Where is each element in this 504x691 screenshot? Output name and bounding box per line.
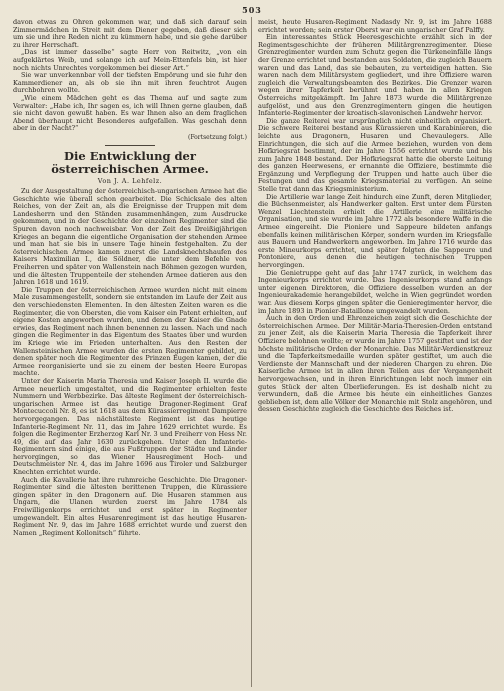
continued-label: (Fortsetzung folgt.) [188, 133, 247, 141]
article-paragraph: Die Artillerie war lange Zeit hindurch eine Zunft, deren Mitglieder, die Büchsenmeister, als Handwerker galten. Erst unter dem Fürsten Wenzel Liechtenstein erhielt die Artillerie eine militärische Organisation, und sie wurde im Jahre 1772 als besondere Waffe in die Armee eingereiht. Die Pioniere und Sappeure bildeten anfangs ebenfalls keinen militärischen Körper, sondern wurden im Kriegsfalle aus Bauern und Handwerkern angeworben. Im Jahre 1716 wurde das erste Mineurkorps errichtet, und später folgten die Sappeure und Pontoniere, aus denen die heutigen technischen Truppen hervorgingen. [258, 192, 492, 269]
article-byline: Von J. A. Lehfelz. [97, 176, 163, 185]
story-paragraph: „Das ist immer dasselbe“ sagte Herr von Reitwitz, „von ein aufgeklärtes Weib, und solange ich auf Mein-Ettenfels bin, ist hier noch nichts Unrechtes vorgekommen bei dieser Art.“ [13, 48, 247, 72]
article-paragraph: Die Genietruppe geht auf das Jahr 1747 zurück, in welchem das Ingenieurkorps errichtet wurde. Das Ingenieurkorps stand anfangs unter eigenen Direktoren, die Offiziere desselben wurden an der Ingenieurakademie herangebildet, welche in Wien gegründet worden war. Aus diesem Korps gingen später die Genieregimenter hervor, die im Jahre 1893 in Pionier-Bataillone umgewandelt wurden. [258, 268, 492, 315]
article-paragraph: Ein interessantes Stück Heeresgeschichte erzählt sich in der Regimentsgeschichte der früheren Militärgrenzregimenter. Diese Grenzregimenter wurden zum Schutz gegen die Türkeneinfälle längs der Grenze errichtet und bestanden aus Soldaten, die zugleich Bauern waren und das Land, das sie bebauten, zu verteidigen hatten. Sie waren nach dem Militärsystem gegliedert, und ihre Offiziere waren zugleich die Verwaltungsbeamten des Bezirkes. Die Grenzer waren wegen ihrer Tapferkeit berühmt und haben in allen Kriegen Österreichs mitgekämpft. Im Jahre 1873 wurde die Militärgrenze aufgelöst, und aus den Grenzregimentern gingen die heutigen Infanterie-Regimenter der kroatisch-slavonischen Landwehr hervor. [258, 33, 492, 118]
page-number: 503 [242, 5, 262, 15]
story-paragraph: davon etwas zu Ohren gekommen war, und daß sich darauf sein Zimmermädchen in Streit mit dem Diener gegeben, daß dieser sich um sie und ihre Reden nicht zu kümmern habe, und sie gehe darüber zu ihrer Herrschaft. [13, 19, 247, 49]
story-paragraph: „Wie einem Mädchen geht es das Thema auf und sagte zum Verwalter: „Habe ich, Ihr sagen es, ich will Ihnen gerne glauben, daß sie nicht davon gewußt haben. Es war Ihnen also an dem fraglichen Abend überhaupt nicht Besonderes aufgefallen. Was geschah denn aber in der Nacht?“ [13, 93, 247, 133]
article-title: Die Entwicklung der österreichischen Armee. [51, 148, 209, 176]
article-paragraph: Die ganze Reiterei war ursprünglich nicht einheitlich organisiert. Die schwere Reiterei bestand aus Kürassieren und Karabinieren, die leichte aus Dragonern, Husaren und Chevaulegers. Alle Einrichtungen, die sich auf die Armee beziehen, wurden von dem Hofkriegsrat bestimmt, der im Jahre 1556 errichtet wurde und bis zum Jahre 1848 bestand. Der Hofkriegsrat hatte die oberste Leitung des ganzen Heerwesens, er ernannte die Offiziere, bestimmte die Ergänzung und Verpflegung der Truppen und hatte auch über die Festungen und das gesamte Kriegsmaterial zu verfügen. An seine Stelle trat dann das Kriegsministerium. [258, 116, 492, 194]
section-divider [105, 145, 155, 146]
article-paragraph: Auch in den Orden und Ehrenzeichen zeigt sich die Geschichte der österreichischen Armee. Der Militär-Maria-Theresien-Orden entstand zu jener Zeit, als die Kaiserin Maria Theresia die Tapferkeit ihrer Offiziere belohnen wollte; er wurde im Jahre 1757 gestiftet und ist der höchste militärische Orden der Monarchie. Das Militär-Verdienstkreuz und die Tapferkeitsmedaille wurden später gestiftet, um auch die Verdienste der Mannschaft und der niederen Chargen zu ehren. Die Kaiserliche Armee ist in allen ihren Teilen aus der Vergangenheit hervorgewachsen, und in ihren Einrichtungen lebt noch immer ein gutes Stück der alten Überlieferungen. Es ist deshalb nicht zu verwundern, daß die Armee bis heute ein einheitliches Ganzes geblieben ist, dem alle Völker der Monarchie mit Stolz angehören, und dessen Geschichte zugleich die Geschichte des Reiches ist. [258, 314, 492, 414]
story-paragraph: Sie war unverkennbar voll der tiefsten Empörung und sie fuhr den Kammerdiener an, als ob sie ihn mit ihren feuchtrot Augen durchbohren wollte. [13, 71, 247, 95]
article-paragraph: Die Truppen der österreichischen Armee wurden nicht mit einem Male zusammengestellt, sondern sie entstanden im Laufe der Zeit aus den verschiedensten Elementen. In den ältesten Zeiten waren es die Regimenter, die von Obersten, die vom Kaiser ein Patent erhielten, auf eigene Kosten angeworben wurden, und denen der Kaiser die Gnade erwies, das Regiment nach ihnen benennen zu lassen. Nach und nach gingen die Regimenter in das Eigentum des Staates über und wurden im Kriege wie im Frieden unterhalten. Aus den Resten der Wallensteinischen Armee wurden die ersten Regimenter gebildet, zu denen später noch die Regimenter des Prinzen Eugen kamen, der die Armee reorganisierte und sie zu einem der besten Heere Europas machte. [13, 285, 247, 378]
right-column [258, 19, 492, 687]
article-paragraph: meist, heute Husaren-Regiment Nadasdy Nr. 9, ist im Jahre 1688 errichtet worden; sein erster Oberst war ein ungarischer Graf Palffy. [258, 19, 492, 34]
article-paragraph: Unter der Kaiserin Maria Theresia und Kaiser Joseph II. wurde die Armee neuerlich umgestaltet, und die Regimenter erhielten feste Nummern und Werbbezirke. Das älteste Regiment der österreichisch-ungarischen Armee ist das heutige Dragoner-Regiment Graf Montecuccoli Nr. 8, es ist 1618 aus dem Kürassierregiment Dampierre hervorgegangen. Das nächstälteste Regiment ist das heutige Infanterie-Regiment Nr. 11, das im Jahre 1629 errichtet wurde. Es folgen die Regimenter Erzherzog Karl Nr. 3 und Freiherr von Hess Nr. 49, die auf das Jahr 1630 zurückgehen. Unter den Infanterie-Regimentern sind einige, die aus Fußtruppen der Städte und Länder hervorgingen, so das Wiener Hausregiment Hoch- und Deutschmeister Nr. 4, das im Jahre 1696 aus Tiroler und Salzburger Knechten errichtet wurde. [13, 376, 247, 477]
article-paragraph: Auch die Kavallerie hat ihre ruhmreiche Geschichte. Die Dragoner-Regimenter sind die ältesten berittenen Truppen, die Kürassiere gingen später in den Dragonern auf. Die Husaren stammen aus Ungarn, die Ulanen wurden zuerst im Jahre 1784 als Freiwilligenkorps errichtet und erst später in Regimenter umgewandelt. Ein altes Husarenregiment ist das heutige Husaren-Regiment Nr. 9, das im Jahre 1688 errichtet wurde und zuerst den Namen „Regiment Kollonitsch“ führte. [13, 475, 247, 537]
left-column [13, 19, 247, 687]
article-paragraph: Zu der Ausgestaltung der österreichisch-ungarischen Armee hat die Geschichte wie überall schon gearbeitet. Die Schicksale des alten Reiches, von der Zeit an, als die Ereignisse der Truppen mit dem Landesherrn und den Ständen zusammenhängen, zum Ausdrucke gekommen, und in der Geschichte der einzelnen Regimenter sind die Spuren davon noch nachweisbar. Von der Zeit des Dreißigjährigen Krieges an begann die eigentliche Organisation der stehenden Armee und man hat sie bis in unsere Tage hinein festgehalten. Zu der österreichischen Armee kamen zuerst die Landsknechtshaufen des Kaisers Maximilian I., die Söldner, die unter dem Befehle von Freiherren und später von Wallenstein nach Böhmen gezogen wurden, und die ältesten Truppenteile der stehenden Armee datieren aus den Jahren 1618 und 1619. [13, 187, 247, 287]
column-divider [251, 17, 252, 687]
